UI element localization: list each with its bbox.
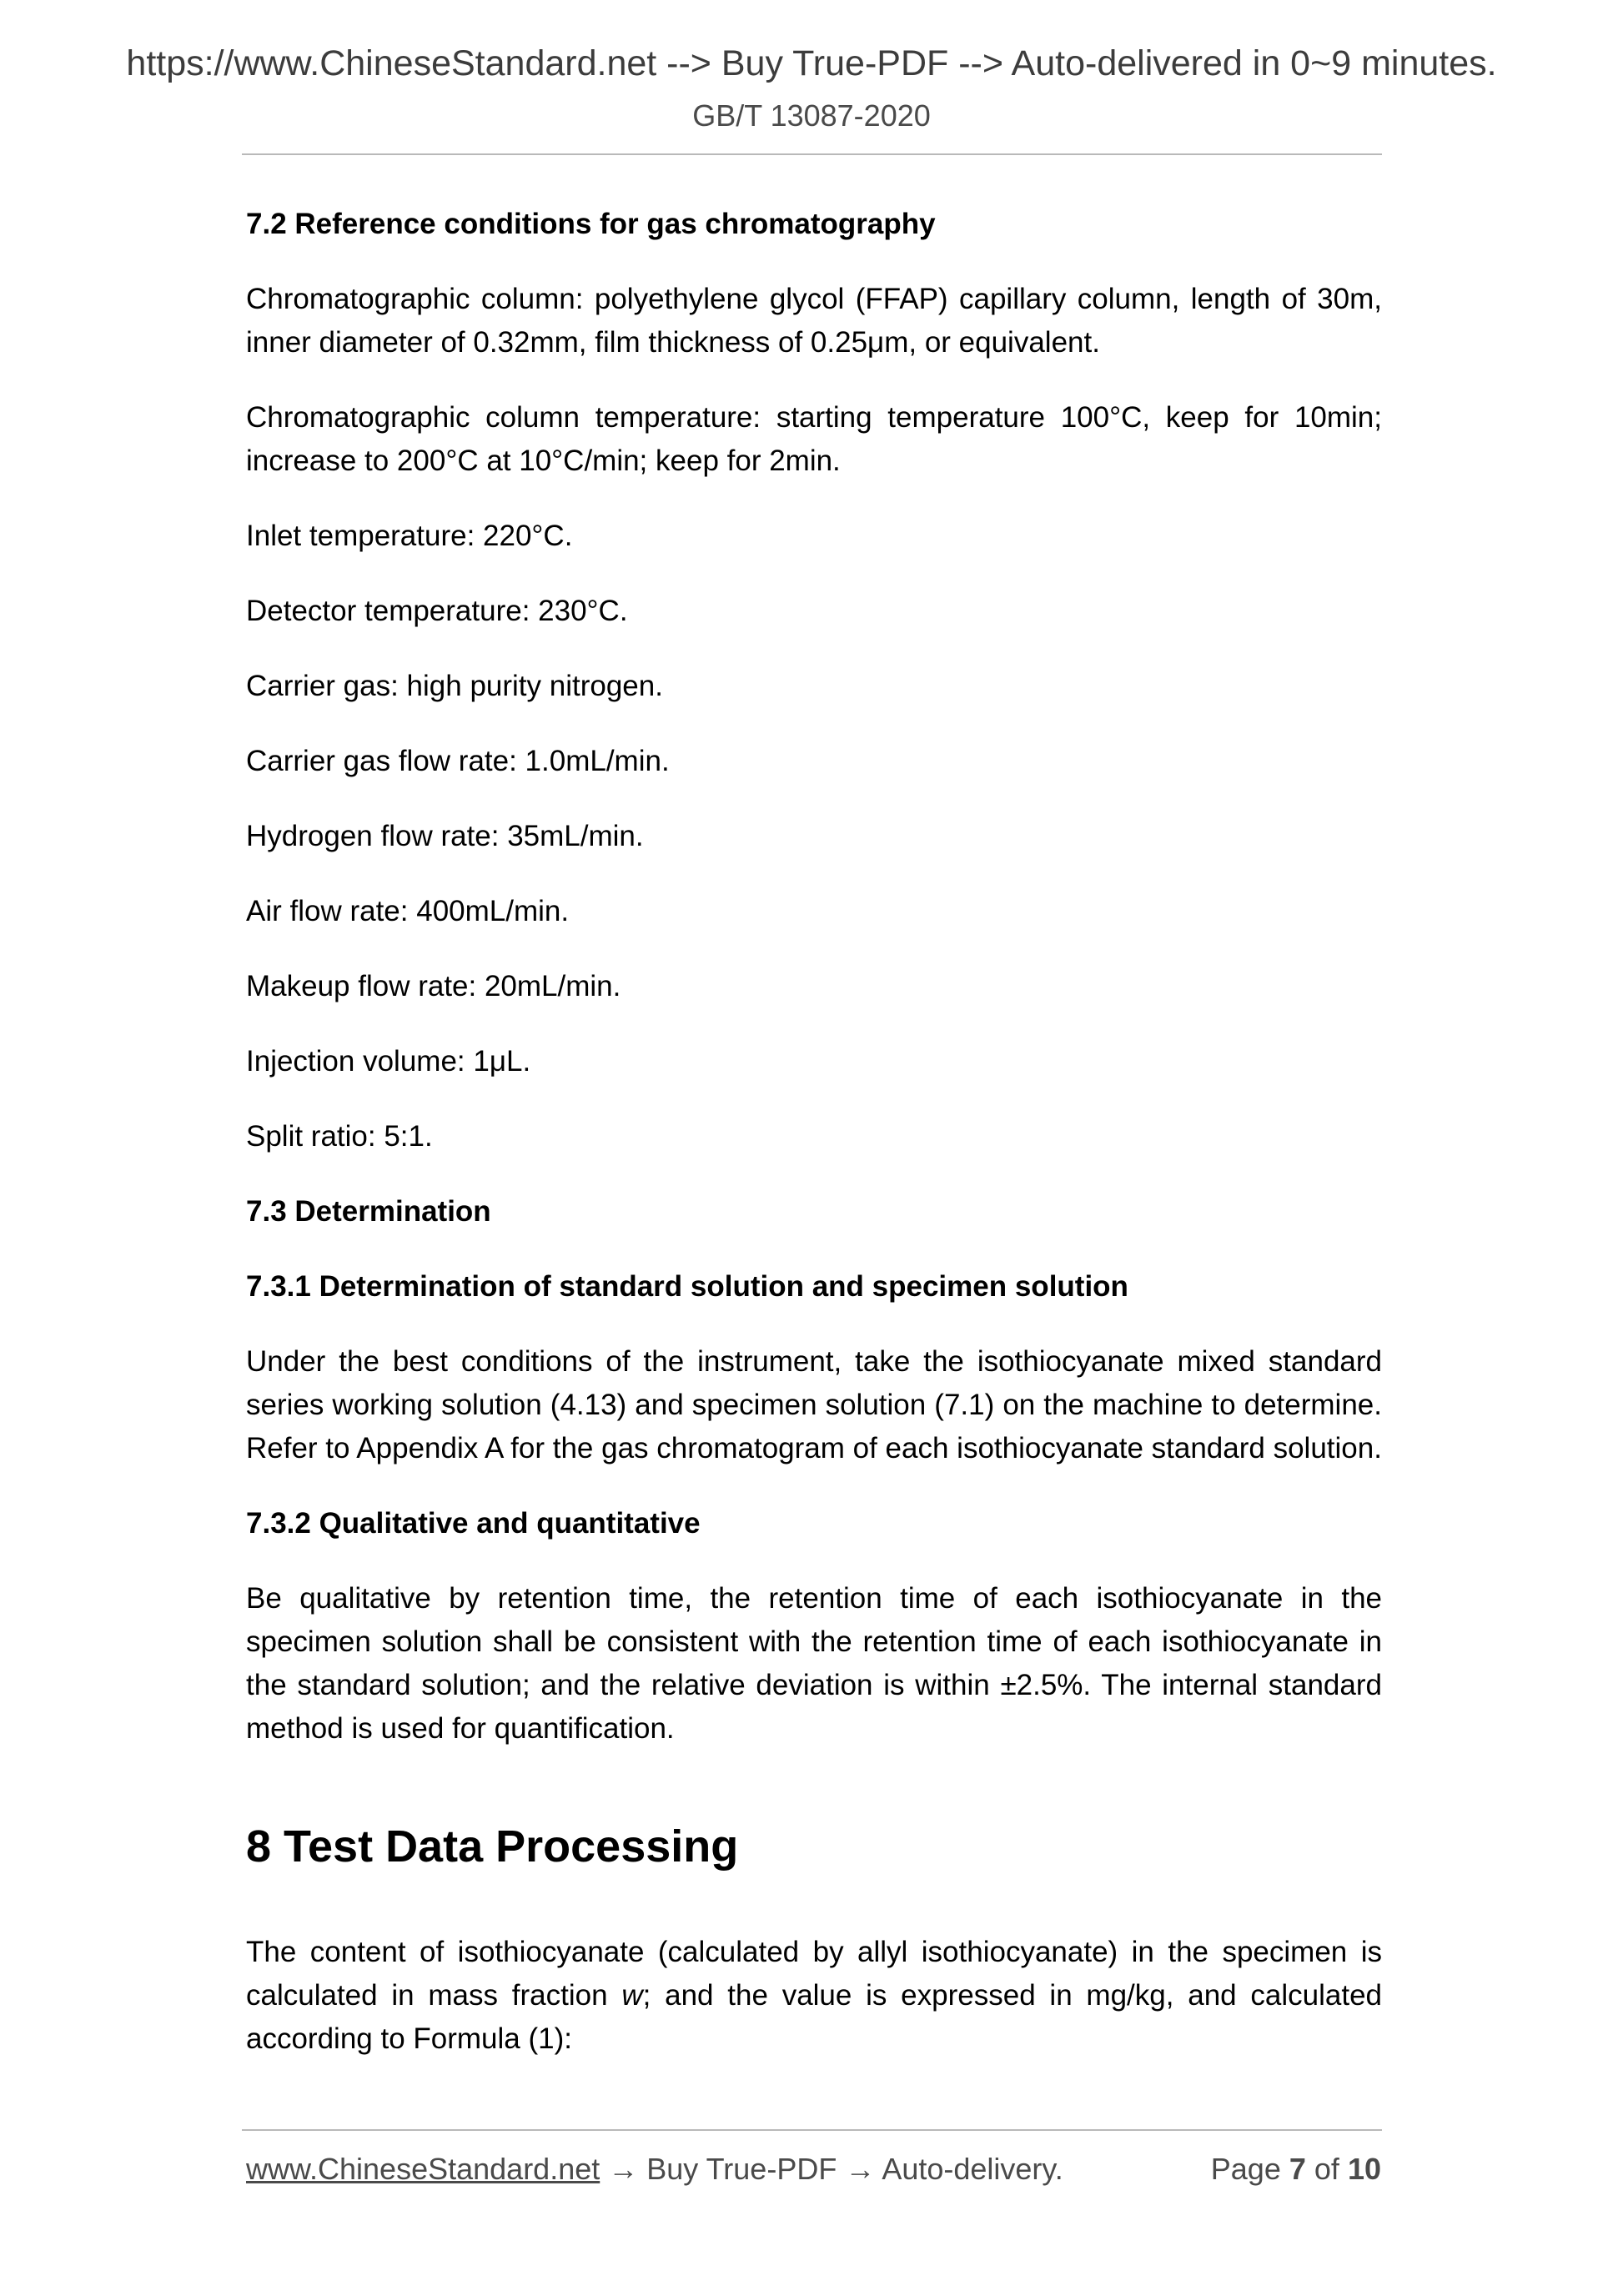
- footer-tagline-text: → Buy True-PDF → Auto-delivery.: [600, 2152, 1063, 2186]
- detector-temperature-paragraph: Detector temperature: 230°C.: [246, 595, 628, 627]
- injection-volume-paragraph: Injection volume: 1μL.: [246, 1045, 531, 1078]
- page-indicator: [1211, 2152, 1381, 2187]
- hydrogen-flow-paragraph: Hydrogen flow rate: 35mL/min.: [246, 820, 644, 852]
- section-8-title: 8 Test Data Processing: [246, 1821, 739, 1871]
- page-label: Page: [1210, 2152, 1281, 2186]
- page-content: [246, 203, 1382, 2093]
- carrier-gas-paragraph: Carrier gas: high purity nitrogen.: [246, 670, 663, 702]
- current-page-number: 7: [1289, 2152, 1306, 2186]
- column-temperature-paragraph: Chromatographic column temperature: starting temperature 100°C, keep for 10min; increase to 200°C at 10°C/min; keep for 2min.: [246, 401, 1382, 477]
- footer-divider: [242, 2129, 1382, 2131]
- section-8-text-start: The content of isothiocyanate (calculated by allyl isothiocyanate) in the specimen is calculated in mass fraction: [246, 1936, 1382, 2012]
- of-label: of: [1314, 2152, 1339, 2186]
- footer-tagline: [246, 2152, 1063, 2187]
- section-7-3-1-heading: 7.3.1 Determination of standard solution and specimen solution: [246, 1270, 1128, 1303]
- header-divider: [242, 153, 1382, 155]
- document-code: GB/T 13087-2020: [692, 98, 931, 133]
- section-8-text-end: ; and the value is expressed in mg/kg, and calculated according to Formula (1):: [246, 1979, 1383, 2055]
- section-7-3-heading: 7.3 Determination: [246, 1195, 491, 1228]
- section-7-2-heading: 7.2 Reference conditions for gas chromatography: [246, 208, 936, 240]
- section-7-3-2-text: Be qualitative by retention time, the retention time of each isothiocyanate in the specimen solution shall be consistent with the retention time of each isothiocyanate in the standard solution; and the relative deviation is within ±2.5%. The internal standard method is used for quantification.: [246, 1582, 1382, 1745]
- section-7-3-2-heading: 7.3.2 Qualitative and quantitative: [246, 1507, 701, 1540]
- header-banner[interactable]: https://www.ChineseStandard.net --> Buy True-PDF --> Auto-delivered in 0~9 minutes.: [126, 43, 1497, 83]
- split-ratio-paragraph: Split ratio: 5:1.: [246, 1120, 433, 1153]
- footer-site-link[interactable]: www.ChineseStandard.net: [246, 2152, 600, 2186]
- section-7-3-1-text: Under the best conditions of the instrument, take the isothiocyanate mixed standard series working solution (4.13) and specimen solution (7.1) on the machine to determine. Refer to Appendix A for the gas chromatogram of each isothiocyanate standard solution.: [246, 1345, 1382, 1465]
- makeup-flow-paragraph: Makeup flow rate: 20mL/min.: [246, 970, 621, 1002]
- column-spec-paragraph: Chromatographic column: polyethylene glycol (FFAP) capillary column, length of 30m, inner diameter of 0.32mm, film thickness of 0.25μm, or equivalent.: [246, 283, 1382, 359]
- section-8-text: [246, 1931, 1382, 2061]
- air-flow-paragraph: Air flow rate: 400mL/min.: [246, 895, 570, 927]
- inlet-temperature-paragraph: Inlet temperature: 220°C.: [246, 520, 573, 552]
- total-pages: 10: [1347, 2152, 1381, 2186]
- carrier-gas-flow-paragraph: Carrier gas flow rate: 1.0mL/min.: [246, 745, 670, 777]
- mass-fraction-variable: w: [621, 1979, 643, 2012]
